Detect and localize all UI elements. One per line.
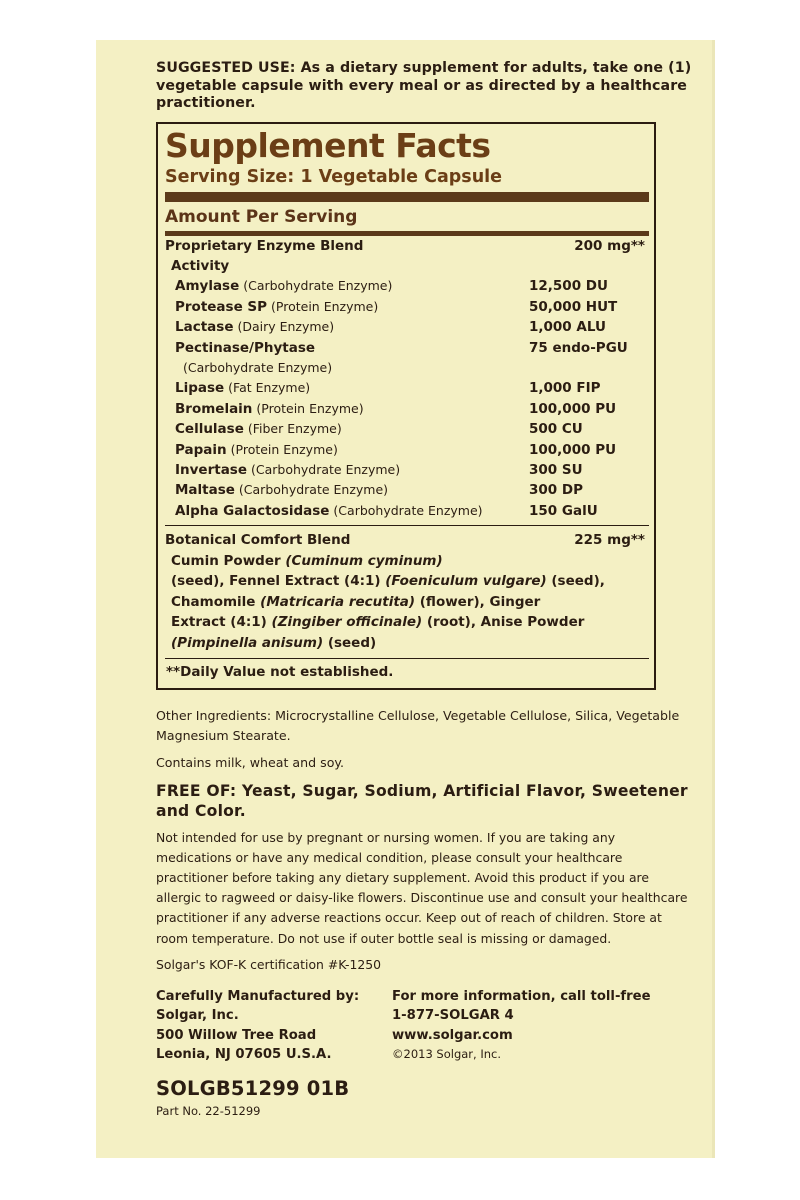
- ingredient-row: [165, 297, 649, 317]
- latin-name: (Cuminum cyminum): [285, 552, 443, 569]
- manufacturer-name: Solgar, Inc.: [156, 1008, 239, 1024]
- botanical-line: [165, 612, 649, 633]
- ingredient-amount: 100,000 PU: [529, 441, 617, 458]
- ingredient-subtext: (Carbohydrate Enzyme): [183, 359, 333, 375]
- suggested-use: SUGGESTED USE: As a dietary supplement for adults, take one (1) vegetable capsule with every meal or as directed by a healthcare practitioner.: [156, 60, 692, 111]
- botanical-text: Cumin Powder: [171, 552, 286, 569]
- botanical-text: (flower), Ginger: [415, 593, 541, 610]
- ingredient-name-cell: [175, 399, 364, 419]
- botanical-line: [165, 571, 649, 592]
- ingredient-name: Lipase: [175, 380, 225, 397]
- ingredient-name: Protease SP: [175, 298, 268, 315]
- latin-name: (Zingiber officinale): [271, 614, 423, 631]
- botanical-text: (seed),: [546, 573, 605, 590]
- contact-info: [392, 987, 692, 1065]
- warning-text: Not intended for use by pregnant or nursing women. If you are taking any medications or have any medical condition, please consult your healthcare practitioner before taking any dietary supplement. Avoid this product if you are allergic to ragweed or daisy-like flowers. Discontinue use and consult your healthcare practitioner if any adverse reactions occur. Keep out of reach of children. Store at room temperature. Do not use if outer bottle seal is missing or damaged.: [156, 829, 688, 946]
- manufacturer-heading: Carefully Manufactured by:: [156, 988, 360, 1004]
- ingredient-name-cell: [175, 276, 392, 296]
- ingredient-amount: 50,000 HUT: [529, 298, 618, 315]
- ingredient-amount: 1,000 FIP: [529, 380, 601, 397]
- botanical-text: (seed): [323, 634, 377, 651]
- allergen-statement: Contains milk, wheat and soy.: [156, 754, 345, 770]
- ingredient-row: [165, 480, 649, 500]
- ingredient-name-cell: [175, 378, 310, 398]
- ingredient-amount: 12,500 DU: [529, 278, 608, 295]
- thick-divider: [165, 192, 649, 202]
- part-number: Part No. 22-51299: [156, 1103, 261, 1118]
- ingredient-row: [165, 440, 649, 460]
- website: www.solgar.com: [392, 1027, 513, 1043]
- ingredient-row: [165, 419, 649, 439]
- ingredient-name-cell: [175, 338, 315, 358]
- ingredient-row: [165, 501, 649, 521]
- ingredient-name: Alpha Galactosidase: [175, 502, 330, 519]
- latin-name: (Foeniculum vulgare): [385, 573, 547, 590]
- blend-row: [165, 236, 649, 256]
- ingredient-name: Invertase: [175, 461, 248, 478]
- botanical-text: (seed), Fennel Extract (4:1): [171, 573, 386, 590]
- blend-amount: 225 mg**: [574, 532, 645, 549]
- botanical-blend-section: [165, 526, 649, 653]
- ingredient-name: Pectinase/Phytase: [175, 339, 316, 356]
- label-content: [156, 60, 692, 1119]
- ingredient-amount: 100,000 PU: [529, 400, 617, 417]
- manufacturer-city: Leonia, NJ 07605 U.S.A.: [156, 1047, 332, 1063]
- ingredient-row: [165, 317, 649, 337]
- kof-certification: Solgar's KOF-K certification #K-1250: [156, 956, 382, 972]
- daily-value-footnote: **Daily Value not established.: [166, 663, 394, 680]
- blend-row: [165, 530, 649, 550]
- ingredient-amount: 150 GalU: [529, 502, 598, 519]
- ingredient-name: Lactase: [175, 319, 234, 336]
- ingredient-name: Papain: [175, 441, 227, 458]
- ingredient-description: (Fiber Enzyme): [243, 421, 342, 437]
- ingredient-description: (Carbohydrate Enzyme): [247, 461, 401, 477]
- manufacturer-address: [156, 987, 392, 1065]
- ingredient-description: (Dairy Enzyme): [233, 319, 335, 335]
- copyright: ©2013 Solgar, Inc.: [392, 1047, 501, 1062]
- ingredient-name: Bromelain: [175, 400, 253, 417]
- blend-name: Botanical Comfort Blend: [165, 532, 351, 549]
- botanical-text: (root), Anise Powder: [422, 614, 585, 631]
- ingredient-amount: 75 endo-PGU: [529, 339, 628, 356]
- ingredient-description: (Fat Enzyme): [224, 380, 311, 396]
- ingredient-description: (Carbohydrate Enzyme): [239, 278, 393, 294]
- ingredient-row: [165, 460, 649, 480]
- ingredient-name: Amylase: [175, 278, 240, 295]
- botanical-ingredients: [165, 551, 649, 654]
- latin-name: (Matricaria recutita): [260, 593, 416, 610]
- ingredient-row: [165, 378, 649, 398]
- blend-amount: 200 mg**: [574, 237, 645, 254]
- botanical-text: Extract (4:1): [171, 614, 272, 631]
- ingredient-name-cell: [175, 480, 388, 500]
- manufacturer-street: 500 Willow Tree Road: [156, 1027, 317, 1043]
- ingredient-row: [165, 276, 649, 296]
- botanical-line: [165, 592, 649, 613]
- ingredient-row: [165, 399, 649, 419]
- activity-label: Activity: [171, 257, 230, 274]
- ingredient-name: Cellulase: [175, 421, 244, 438]
- phone-number: 1-877-SOLGAR 4: [392, 1008, 514, 1024]
- ingredient-description: (Protein Enzyme): [252, 400, 364, 416]
- ingredient-description: (Protein Enzyme): [267, 298, 379, 314]
- ingredient-amount: 1,000 ALU: [529, 319, 606, 336]
- botanical-line: [165, 551, 649, 572]
- other-ingredients: Other Ingredients: Microcrystalline Cellulose, Vegetable Cellulose, Silica, Vegetable Magnesium Stearate.: [156, 707, 680, 744]
- facts-title: Supplement Facts: [165, 125, 491, 165]
- ingredient-list: [165, 276, 649, 521]
- ingredient-name-cell: [175, 317, 334, 337]
- supplement-facts-panel: [156, 122, 656, 690]
- ingredient-amount: 300 DP: [529, 482, 583, 499]
- serving-size: Serving Size: 1 Vegetable Capsule: [165, 166, 503, 187]
- amount-per-serving: Amount Per Serving: [165, 206, 358, 227]
- contact-heading: For more information, call toll-free: [392, 988, 651, 1004]
- ingredient-description: (Protein Enzyme): [226, 441, 338, 457]
- ingredient-name-cell: [175, 419, 342, 439]
- botanical-text: Chamomile: [171, 593, 261, 610]
- ingredient-name-cell: [175, 460, 400, 480]
- latin-name: (Pimpinella anisum): [171, 634, 324, 651]
- manufacturer-info: [156, 987, 692, 1065]
- ingredient-name-cell: [175, 501, 483, 521]
- ingredient-name-cell: [175, 440, 338, 460]
- ingredient-description: (Carbohydrate Enzyme): [234, 482, 389, 498]
- ingredient-amount: 500 CU: [529, 421, 583, 438]
- ingredient-name-cell: [175, 297, 378, 317]
- enzyme-blend-section: [165, 236, 649, 522]
- botanical-line: [165, 633, 649, 654]
- ingredient-name: Maltase: [175, 482, 235, 499]
- supplement-label: [96, 40, 715, 1158]
- ingredient-amount: 300 SU: [529, 461, 583, 478]
- product-code: SOLGB51299 01B: [156, 1076, 350, 1100]
- ingredient-description: (Carbohydrate Enzyme): [329, 502, 483, 518]
- ingredient-row: [165, 338, 649, 358]
- blend-name: Proprietary Enzyme Blend: [165, 237, 364, 254]
- free-of-statement: FREE OF: Yeast, Sugar, Sodium, Artificial Flavor, Sweetener and Color.: [156, 781, 688, 821]
